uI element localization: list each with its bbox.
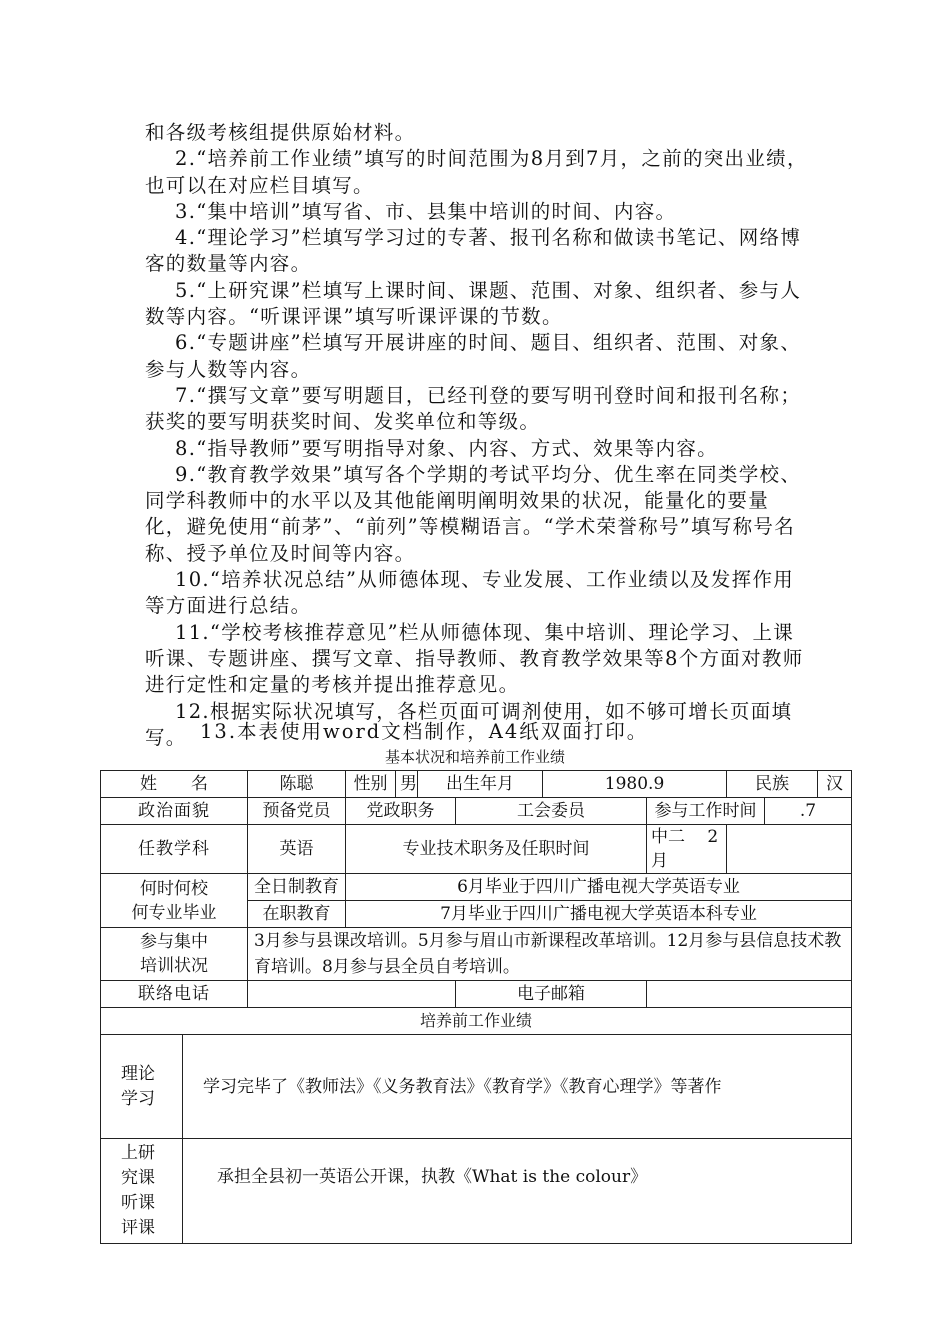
section-title: 培养前工作业绩 [101,1008,852,1035]
instruction-paragraph: 7.“撰写文章”要写明题目，已经刊登的要写明刊登时间和报刊名称；获奖的要写明获奖时间、发奖单位和等级。 [145,383,802,434]
phone-label: 联络电话 [101,981,248,1008]
research-label-line: 究课 [121,1168,155,1188]
title-label: 专业技术职务及任职时间 [346,825,647,874]
gender-label: 性别 [346,771,396,798]
instruction-paragraph: 3.“集中培训”填写省、市、县集中培训的时间、内容。 [145,199,677,223]
teacher-info-table [100,770,852,1244]
email-value [647,981,852,1008]
birth-label: 出生年月 [418,771,543,798]
title-extra [727,825,852,874]
instructions-text [145,120,810,751]
theory-label-line: 学习 [121,1088,155,1109]
training-value: 3月参与县课改培训。5月参与眉山市新课程改革培训。12月参与县信息技术教育培训。8月参与县全员自考培训。 [248,928,852,981]
political-value: 预备党员 [248,798,346,825]
email-label: 电子邮箱 [456,981,647,1008]
theory-value: 学习完毕了《教师法》《义务教育法》《教育学》《教育心理学》等著作 [183,1035,852,1139]
party-post-value: 工会委员 [456,798,647,825]
table-row [101,771,852,798]
instruction-paragraph: 12.根据实际状况填写，各栏页面可调剂使用，如不够可增长页面填写。 [145,699,793,749]
instruction-paragraph: 5.“上研究课”栏填写上课时间、课题、范围、对象、组织者、参与人数等内容。“听课评课”填写听课评课的节数。 [145,278,802,329]
inservice-value: 7月毕业于四川广播电视大学英语本科专业 [346,901,852,928]
table-row [101,1008,852,1035]
training-label-line: 培训状况 [140,956,208,976]
ethnic-value: 汉 [818,771,852,798]
fulltime-label: 全日制教育 [248,874,346,901]
name-value: 陈聪 [248,771,346,798]
table-row [101,874,852,901]
research-label [101,1139,183,1244]
instruction-paragraph: 和各级考核组提供原始材料。 [145,121,416,144]
research-label-line: 评课 [121,1218,155,1238]
table-row [101,1035,852,1139]
theory-label [101,1035,183,1139]
fulltime-value: 6月毕业于四川广播电视大学英语专业 [346,874,852,901]
name-label: 姓 名 [101,771,248,798]
inservice-label: 在职教育 [248,901,346,928]
instruction-paragraph: 2.“培养前工作业绩”填写的时间范围为8月到7月，之前的突出业绩，也可以在对应栏目填写。 [145,147,808,197]
instruction-paragraph: 4.“理论学习”栏填写学习过的专著、报刊名称和做读书笔记、网络博客的数量等内容。 [145,226,802,276]
instruction-paragraph: 6.“专题讲座”栏填写开展讲座的时间、题目、组织者、范围、对象、参与人数等内容。 [145,331,802,381]
subject-label: 任教学科 [101,825,248,874]
table-row [101,928,852,981]
instruction-paragraph: 11.“学校考核推荐意见”栏从师德体现、集中培训、理论学习、上课听课、专题讲座、撰写文章、指导教师、教育教学效果等8个方面对教师进行定性和定量的考核并提出推荐意见。 [145,620,804,697]
graduation-label-line: 何时何校 [140,878,208,899]
graduation-label-line: 何专业毕业 [131,902,217,923]
work-start-label: 参与工作时间 [647,798,765,825]
work-start-value: .7 [765,798,852,825]
research-label-line: 听课 [121,1193,155,1213]
political-label: 政治面貌 [101,798,248,825]
table-row [101,981,852,1008]
subject-value: 英语 [248,825,346,874]
instruction-paragraph: 10.“培养状况总结”从师德体现、专业发展、工作业绩以及发挥作用等方面进行总结。 [145,568,795,618]
training-label [101,928,248,981]
table-caption: 基本状况和培养前工作业绩 [384,748,565,766]
title-value: 中二 2月 [647,825,727,874]
gender-value: 男 [396,771,418,798]
graduation-label [101,874,248,928]
research-label-line: 上研 [121,1143,155,1163]
instruction-paragraph: 9.“教育教学效果”填写各个学期的考试平均分、优生率在同类学校、同学科教师中的水平以及其他能阐明阐明效果的状况，能量化的要量化，避免使用“前茅”、“前列”等模糊语言。“学术荣誉称号”填写称号名称、授予单位及时间等内容。 [145,462,802,565]
table-row [101,1139,852,1244]
instruction-paragraph: 8.“指导教师”要写明指导对象、内容、方式、效果等内容。 [145,436,718,460]
training-label-line: 参与集中 [140,932,208,952]
table-row [101,825,852,874]
research-value: 承担全县初一英语公开课，执教《What is the colour》 [183,1139,852,1244]
birth-value: 1980.9 [543,771,727,798]
table-row [101,798,852,825]
phone-value [248,981,456,1008]
instruction-last: 13.本表使用word文档制作，A4纸双面打印。 [200,720,649,743]
ethnic-label: 民族 [727,771,818,798]
theory-label-line: 理论 [121,1063,155,1084]
party-post-label: 党政职务 [346,798,456,825]
